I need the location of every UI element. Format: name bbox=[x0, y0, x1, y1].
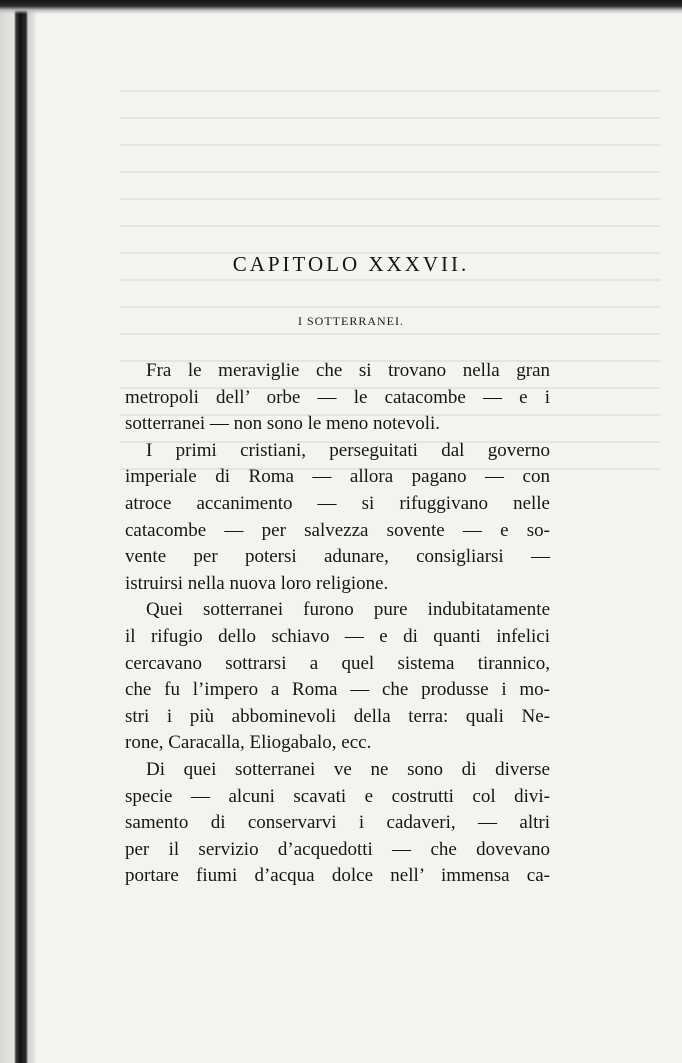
text-line: specie — alcuni scavati e costrutti col divi- bbox=[125, 785, 550, 807]
text-line: vente per potersi adunare, consigliarsi — bbox=[125, 546, 550, 568]
text-line: per il servizio d’acquedotti — che dovevano bbox=[125, 838, 550, 860]
section-title: I SOTTERRANEI. bbox=[298, 314, 404, 328]
text-line: sotterranei — non sono le meno notevoli. bbox=[125, 413, 441, 435]
body-text bbox=[125, 358, 550, 890]
text-line: Quei sotterranei furono pure indubitatamente bbox=[146, 599, 550, 621]
text-line: catacombe — per salvezza sovente — e so- bbox=[125, 519, 550, 541]
text-line: metropoli dell’ orbe — le catacombe — e i bbox=[125, 386, 550, 408]
text-line: samento di conservarvi i cadaveri, — altri bbox=[125, 812, 550, 834]
text-line: rone, Caracalla, Eliogabalo, ecc. bbox=[125, 732, 372, 754]
text-line: Di quei sotterranei ve ne sono di diverse bbox=[146, 758, 550, 780]
text-line: il rifugio dello schiavo — e di quanti infelici bbox=[125, 625, 550, 647]
text-line: cercavano sottrarsi a quel sistema tirannico, bbox=[125, 652, 550, 674]
page-binding-edge bbox=[0, 0, 36, 1063]
text-line: Fra le meraviglie che si trovano nella gran bbox=[146, 360, 550, 381]
text-line: istruirsi nella nuova loro religione. bbox=[125, 572, 389, 594]
text-line: che fu l’impero a Roma — che produsse i mo- bbox=[125, 679, 550, 701]
text-line: I primi cristiani, perseguitati dal governo bbox=[146, 439, 550, 461]
page-top-edge bbox=[0, 0, 682, 14]
text-line: imperiale di Roma — allora pagano — con bbox=[125, 466, 550, 488]
text-line: atroce accanimento — si rifuggivano nelle bbox=[125, 492, 550, 514]
chapter-title: CAPITOLO XXXVII. bbox=[232, 252, 470, 276]
text-line: stri i più abbominevoli della terra: quali Ne- bbox=[125, 705, 550, 727]
text-line: portare fiumi d’acqua dolce nell’ immensa ca- bbox=[125, 865, 550, 887]
